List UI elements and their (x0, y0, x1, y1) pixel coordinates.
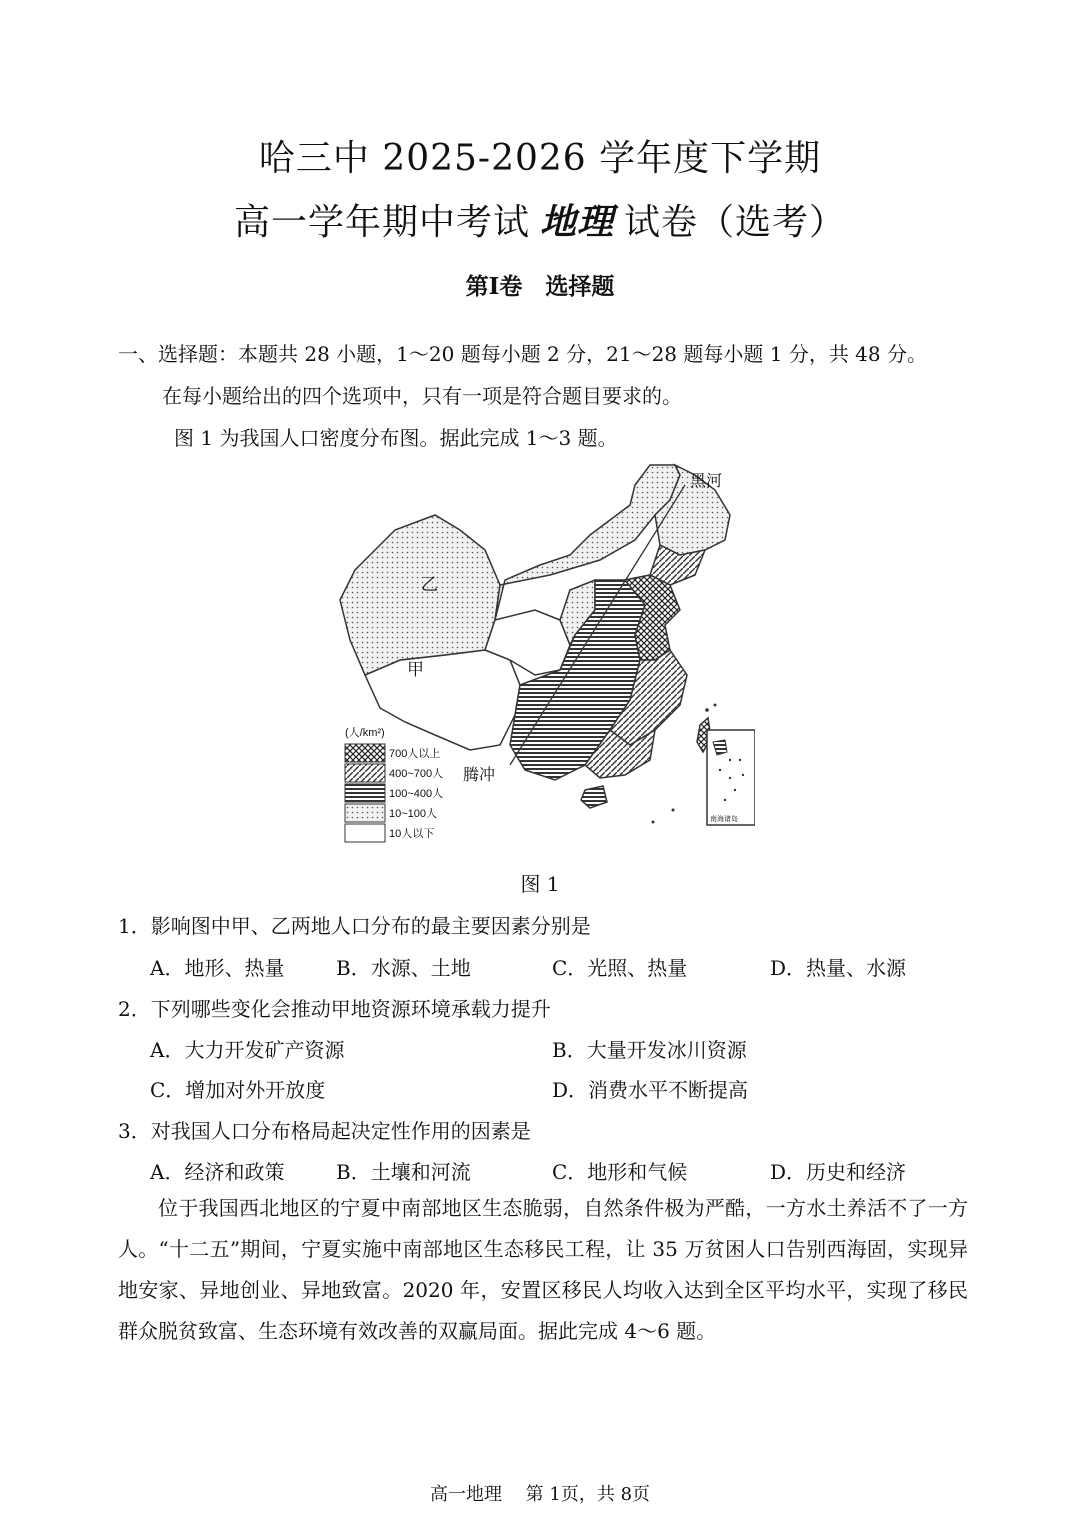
figure-intro: 图 1 为我国人口密度分布图。据此完成 1～3 题。 (174, 426, 618, 450)
region-hainan (581, 786, 607, 808)
label-yi: 乙 (421, 575, 438, 594)
subject-name: 地理 (539, 201, 614, 243)
label-jia: 甲 (407, 660, 424, 679)
q3-option-d: D．历史和经济 (770, 1160, 907, 1184)
q3-option-b: B．土壤和河流 (336, 1160, 471, 1184)
instruction-line-2: 在每小题给出的四个选项中，只有一项是符合题目要求的。 (162, 384, 682, 408)
question-2-stem: 2．下列哪些变化会推动甲地资源环境承载力提升 (118, 997, 551, 1021)
question-1-stem: 1．影响图中甲、乙两地人口分布的最主要因素分别是 (118, 914, 591, 938)
q1-option-d: D．热量、水源 (770, 956, 907, 980)
legend-item-4: 10~100人 (389, 808, 438, 820)
legend-item-5: 10人以下 (389, 828, 435, 840)
legend-item-3: 100~400人 (389, 788, 444, 800)
label-heihe: 黑河 (690, 473, 723, 490)
legend-unit: (人/km²) (345, 727, 385, 739)
population-density-map (335, 460, 755, 860)
q2-option-c: C．增加对外开放度 (150, 1078, 326, 1102)
legend-item-1: 700人以上 (389, 748, 441, 760)
question-3-stem: 3．对我国人口分布格局起决定性作用的因素是 (118, 1119, 531, 1143)
region-xinjiang (340, 515, 500, 675)
title-suffix: 试卷（选考） (624, 202, 847, 243)
label-tengchong: 腾冲 (463, 767, 496, 784)
page-footer: 高一地理 第 1页，共 8页 (429, 1484, 651, 1505)
instruction-line-1: 一、选择题：本题共 28 小题，1～20 题每小题 2 分，21～28 题每小题 1 分，共 48 分。 (118, 342, 927, 366)
figure-caption: 图 1 (520, 872, 560, 896)
section-title: 第Ⅰ卷 选择题 (465, 273, 615, 300)
q1-option-c: C．光照、热量 (552, 956, 688, 980)
china-map-svg (335, 460, 755, 860)
q2-option-d: D．消费水平不断提高 (552, 1078, 749, 1102)
exam-title-line1: 哈三中 2025-2026 学年度下学期 (258, 138, 822, 179)
legend-item-2: 400~700人 (389, 768, 444, 780)
label-inset: 南海诸岛 (710, 816, 738, 823)
q2-option-a: A．大力开发矿产资源 (150, 1038, 345, 1062)
title-prefix: 高一学年期中考试 (233, 202, 530, 243)
q3-option-a: A．经济和政策 (150, 1160, 285, 1184)
passage-4-6: 位于我国西北地区的宁夏中南部地区生态脆弱，自然条件极为严酷，一方水土养活不了一方人。“十二五”期间，宁夏实施中南部地区生态移民工程，让 35 万贫困人口告别西海固，实现异地安家、异地创业、异地致富。2020 年，安置区移民人均收入达到全区平均水平，实现了移民群众脱贫致富、生态环境有效改善的双赢局面。据此完成 4～6 题。 (118, 1196, 968, 1343)
q1-option-b: B．水源、土地 (336, 956, 471, 980)
exam-title-line2 (0, 194, 1080, 245)
q3-option-c: C．地形和气候 (552, 1160, 688, 1184)
q1-option-a: A．地形、热量 (150, 956, 285, 980)
q2-option-b: B．大量开发冰川资源 (552, 1038, 747, 1062)
